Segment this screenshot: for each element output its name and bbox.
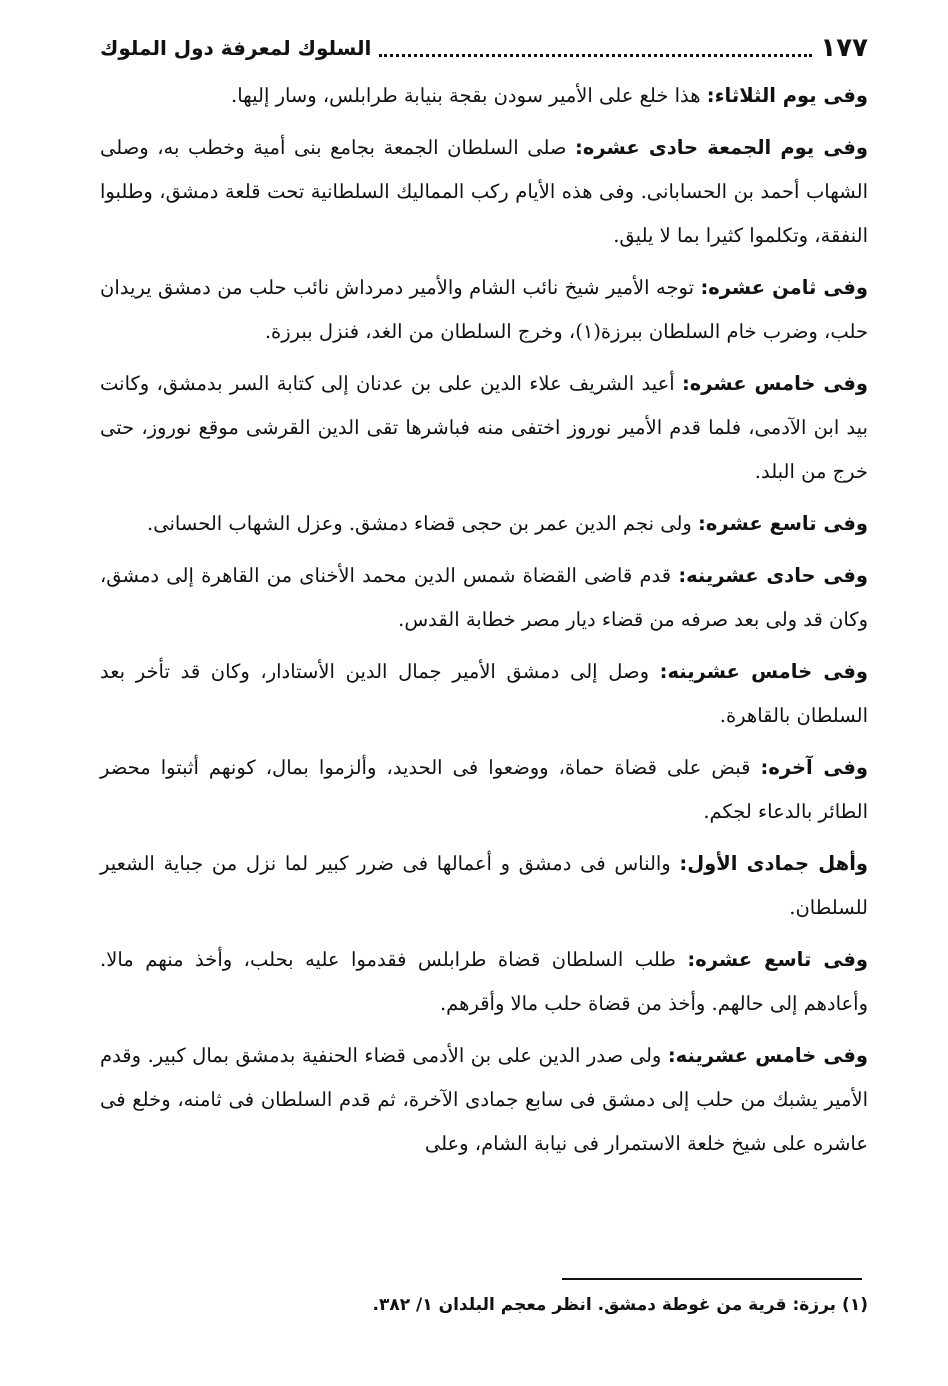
paragraph xyxy=(100,554,868,642)
paragraph-text: توجه الأمير شيخ نائب الشام والأمير دمرداش نائب حلب من دمشق يريدان حلب، وضرب خام السلطان ببرزة(١)، وخرج السلطان من الغد، فنزل ببرزة. xyxy=(100,276,868,343)
paragraph-heading: وفى يوم الجمعة حادى عشره: xyxy=(575,136,869,159)
paragraph-text: طلب السلطان قضاة طرابلس فقدموا عليه بحلب، وأخذ منهم مالا. وأعادهم إلى حالهم. وأخذ من قضاة حلب مالا وأقرهم. xyxy=(100,948,868,1015)
header-leader-dots xyxy=(379,40,812,57)
paragraph-heading: وفى آخره: xyxy=(760,756,868,779)
paragraph-heading: وفى خامس عشرينه: xyxy=(659,660,868,683)
footnote-marker: (١) xyxy=(842,1295,868,1315)
paragraph xyxy=(100,842,868,930)
paragraph-heading: وفى تاسع عشره: xyxy=(687,948,868,971)
paragraph xyxy=(100,938,868,1026)
paragraph-heading: وفى حادى عشرينه: xyxy=(678,564,868,587)
paragraph-text: ولى نجم الدين عمر بن حجى قضاء دمشق. وعزل الشهاب الحسانى. xyxy=(147,512,699,535)
paragraph-text: ولى صدر الدين على بن الأدمى قضاء الحنفية بدمشق بمال كبير. وقدم الأمير يشبك من حلب إلى دمشق فى سابع جمادى الآخرة، ثم قدم السلطان فى ثامنه، وخلع فى عاشره على شيخ خلعة الاستمرار فى نيابة الشام، وعلى xyxy=(100,1044,868,1155)
paragraph-heading: وفى ثامن عشره: xyxy=(700,276,868,299)
paragraph-heading: وفى يوم الثلاثاء: xyxy=(706,84,868,107)
paragraph xyxy=(100,74,868,118)
paragraph-text: صلى السلطان الجمعة بجامع بنى أمية وخطب به، وصلى الشهاب أحمد بن الحسابانى. وفى هذه الأيام ركب المماليك السلطانية تحت قلعة دمشق، وطلبوا النفقة، وتكلموا كثيرا بما لا يليق. xyxy=(100,136,868,247)
paragraph-text: وصل إلى دمشق الأمير جمال الدين الأستادار، وكان قد تأخر بعد السلطان بالقاهرة. xyxy=(100,660,868,727)
paragraph xyxy=(100,1034,868,1166)
paragraph xyxy=(100,266,868,354)
paragraph-heading: وفى تاسع عشره: xyxy=(698,512,868,535)
paragraph-heading: وأهل جمادى الأول: xyxy=(679,852,868,875)
footnote-divider xyxy=(562,1278,862,1280)
footnote-text: برزة: قرية من غوطة دمشق. انظر معجم البلدان ١/ ٣٨٢. xyxy=(372,1295,837,1315)
paragraph-heading: وفى خامس عشره: xyxy=(681,372,868,395)
paragraph-heading: وفى خامس عشرينه: xyxy=(667,1044,868,1067)
paragraph xyxy=(100,650,868,738)
running-title: السلوك لمعرفة دول الملوك xyxy=(100,36,372,60)
footnote xyxy=(100,1290,868,1320)
body-text xyxy=(100,74,868,1174)
paragraph-text: أعيد الشريف علاء الدين على بن عدنان إلى كتابة السر بدمشق، وكانت بيد ابن الآدمى، فلما قدم الأمير نوروز اختفى منه فباشرها تقى الدين القرشى موقع نوروز، حتى خرج من البلد. xyxy=(100,372,868,483)
paragraph xyxy=(100,746,868,834)
page-number: ١٧٧ xyxy=(820,33,868,63)
paragraph xyxy=(100,126,868,258)
paragraph-text: هذا خلع على الأمير سودن بقجة بنيابة طرابلس، وسار إليها. xyxy=(231,84,707,107)
paragraph-text: والناس فى دمشق و أعمالها فى ضرر كبير لما نزل من جباية الشعير للسلطان. xyxy=(100,852,868,919)
paragraph xyxy=(100,362,868,494)
paragraph-text: قبض على قضاة حماة، ووضعوا فى الحديد، وألزموا بمال، كونهم أثبتوا محضر الطائر بالدعاء لجكم. xyxy=(100,756,868,823)
page-header xyxy=(100,28,868,68)
paragraph-text: قدم قاضى القضاة شمس الدين محمد الأخناى من القاهرة إلى دمشق، وكان قد ولى بعد صرفه من قضاء ديار مصر خطابة القدس. xyxy=(100,564,868,631)
paragraph xyxy=(100,502,868,546)
